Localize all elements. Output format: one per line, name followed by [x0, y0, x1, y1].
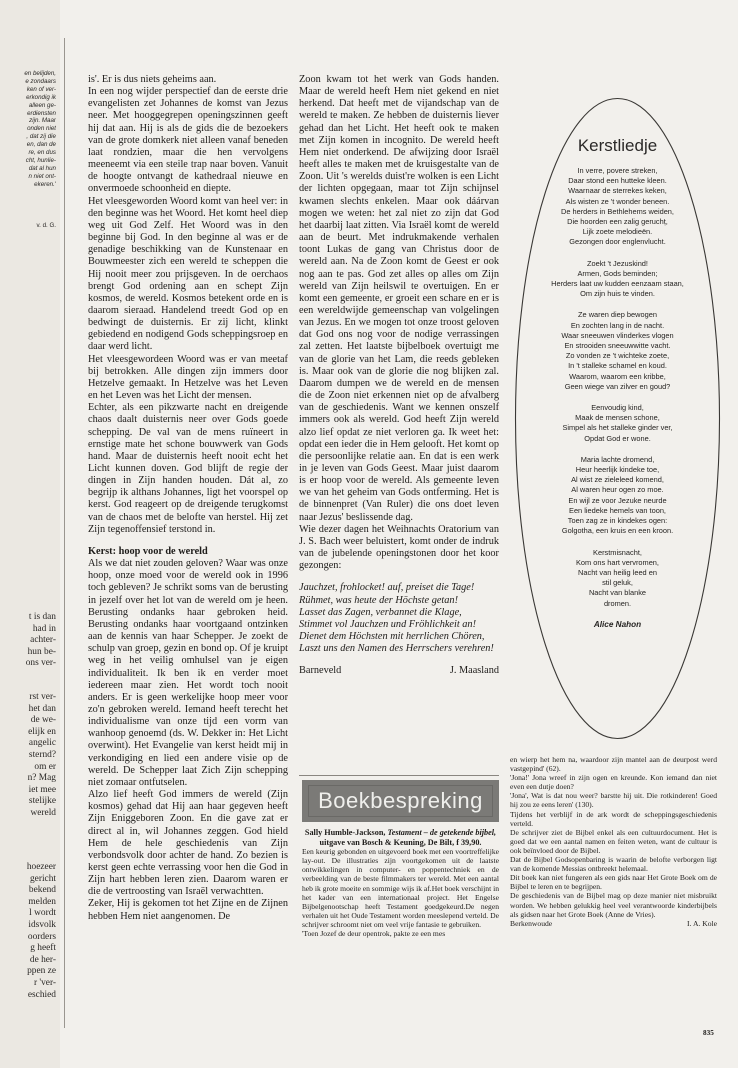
prev-column-fragment-d — [0, 692, 56, 820]
poem-line: Armen, Gods beminden; — [577, 268, 658, 278]
text-line: Jauchzet, frohlocket! auf, preiset die Tage! — [299, 582, 475, 594]
prev-column-fragment-a — [0, 70, 56, 189]
text-line: erkondig ik — [26, 93, 56, 101]
text-line: oorders — [27, 931, 56, 942]
prev-column-fragment-e — [0, 862, 56, 1001]
reviewer-name: I. A. Kole — [687, 918, 717, 928]
article-paragraphs-3 — [299, 74, 499, 572]
poem-line: stil geluk, — [602, 578, 633, 588]
text-line: n? Mag — [27, 773, 56, 784]
poem-line: De herders in Bethlehems weiden, — [561, 206, 674, 216]
poem-line: Eenvoudig kind, — [591, 403, 644, 413]
text-line: rst ver- — [29, 692, 56, 702]
paragraph: 'Jona!' Jona wreef in zijn ogen en kreunde. Kon iemand dan niet even een dutje doen? — [510, 773, 717, 792]
text-line: iet mee — [28, 784, 56, 795]
review-book-heading — [302, 828, 499, 847]
text-line: e zondaars — [25, 77, 56, 85]
poem-stanza — [513, 259, 722, 300]
poem-stanza — [513, 455, 722, 537]
poem-title: Kerstliedje — [577, 136, 658, 155]
poem-line: Gezongen door englenvlucht. — [569, 237, 666, 247]
poem-line: Ze waren diep bewogen — [578, 310, 657, 320]
poem-line: Daar stond een hutteke kleen. — [568, 176, 667, 186]
text-line: melden — [28, 896, 56, 907]
paragraph: Als we dat niet zouden geloven? Waar was onze hoop, onze moed voor de wereld ook in 1996 toch gebleven? Je schrikt soms van de berusting in jezelf over het lot van de wereld om je heen. Berusting ondanks haar gebroken heid. Berusting ondanks haar voortgaand ontzinken aan de kennis van haar Schepper. Je zoekt de schulp van groep, gezin en bond op. Of je kruipt weg in het veilig omhulsel van je eigen individualiteit. Ik ben ik en verder moet iedereen maar zien. Het wordt toch nooit anders. Er is geen werkelijke hoop meer voor zo'n gebroken wereld. Iemand heeft terecht het individualisme van onze tijd een vorm van wanhoop genoemd (ds. W. Dekker in: Het Licht overwint). Het Evangelie van kerst heidt mij in verkondiging en lied een andere visie op de wereld. De Schepper laat Zich Zijn schepping niet zomaar ontfutselen. — [88, 558, 288, 788]
review-paragraphs-left — [302, 847, 499, 938]
review-place: Berkenwoude — [510, 918, 553, 928]
text-line: de her- — [29, 954, 56, 965]
poem-line: In 't stalleke schamel en koud. — [568, 361, 667, 371]
poem-stanza — [513, 548, 722, 609]
text-line: hun be- — [27, 646, 56, 657]
paragraph: Echter, als een pikzwarte nacht en dreigende chaos daalt duisternis neer over Gods goede schepping. De val van de mens ruïneert in ernstige mate het schone bouwwerk van Gods hand. Maar de duisternis heeft nooit echt het Licht kunnen doven. God blijft de regie der dingen in Zijn handen houden. Dát al, zo begrijp ik althans Johannes, ligt het voorspel op kerst. God reageert op de dreigende terugkomst van de chaos met de belofte van herstel. Hij zet Zijn tegenoffensief terstond in. — [88, 402, 288, 535]
text-line: zijn. Maar — [29, 117, 56, 125]
text-line: , dat zij die — [26, 133, 56, 141]
poem-line: Toen zag ze in kindekes ogen: — [567, 516, 668, 526]
previous-page-edge — [0, 0, 60, 1068]
review-book-publisher: uitgave van Bosch & Keuning, De Bilt, f 39,90. — [319, 837, 482, 847]
poem-line: Al waren heur ogen zo moe. — [571, 485, 664, 495]
text-line: had in — [32, 623, 56, 634]
poem-author: Alice Nahon — [593, 619, 642, 629]
paragraph: De geschiedenis van de Bijbel mag op deze manier niet misbruikt worden. We hebben gelukkig heel veel verantwoorde kinderbijbels als gidsen naar het Grote Boek (Anne de Vries). — [510, 891, 717, 919]
poem-line: Herders laat uw kudden eenzaam staan, — [551, 279, 684, 289]
text-line: Dienet dem Höchsten mit herrlichen Chören, — [299, 631, 485, 643]
text-line: r 'ver- — [33, 977, 56, 988]
prev-column-signature — [0, 222, 56, 230]
poem-line: Kerstmisnacht, — [593, 547, 642, 557]
poem-stanza — [513, 403, 722, 444]
poem-line: Simpel als het stalleke ginder ver, — [562, 423, 673, 433]
paragraph: is'. Er is dus niets geheims aan. — [88, 74, 217, 85]
text-line: eschied — [27, 989, 56, 1000]
poem-line: Nacht van heilig leed en — [578, 567, 657, 577]
paragraph: Het vleesgeworden Woord komt van heel ver: in den beginne was het Woord. Het komt heel diep weg uit God Zelf. Het Woord was in den beginne bij God. In den beginne al was er de genadige beschikking van de Kunstenaar en Bouwmeester zich een wereld te scheppen die Hij nooit meer zou prijsgeven. In de oerchaos brengt God ordening aan en schept Zijn kosmos, de wereld. Kosmos betekent orde en is daarom sieraad. Handelend treedt God op en bedwingt de duisternis. Er zij licht, klinkt gebiedend en nodigend Gods scheppingsroep en daar werd licht. — [88, 195, 288, 353]
paragraph: Zeker, Hij is gekomen tot het Zijne en de Zijnen hebben Hem niet aangenomen. De — [88, 898, 288, 922]
text-line: alleen ge- — [28, 101, 56, 109]
text-line: elijk en — [28, 726, 56, 737]
paragraph: Alzo lief heeft God immers de wereld (Zijn kosmos) gehad dat Hij aan haar gegeven heeft Zijn Eniggeboren Zoon. En die gave zat er direct al in, wil Johannes zeggen. God hield Hem de hele geschiedenis van Zijn verbondsvolk door achter de hand. Zo bezien is kerst geen echte verrassing voor hen die God in Zijn hart hebben leren zien. Daarom waren er die de vertroosting van Israël verwachtten. — [88, 789, 288, 898]
text-line: dat al hun — [28, 164, 56, 172]
poem-line: Golgotha, een kruis en een kroon. — [561, 526, 674, 536]
poem-line: Maria lachte dromend, — [580, 454, 655, 464]
prev-column-fragment-c — [0, 612, 56, 670]
review-book-author: Sally Humble-Jackson, — [304, 828, 386, 837]
text-line: Lasset das Zagen, verbannet die Klage, — [299, 606, 462, 618]
poem-line: dromen. — [603, 598, 632, 608]
text-line: ekeren.' — [34, 180, 56, 188]
poem-line: En strooiden sneeuwwitte vacht. — [564, 341, 671, 351]
paragraph: Een keurig gebonden en uitgevoerd boek met een voortreffelijke lay-out. De illustraties zijn voortgekomen uit de laatste ontwikkelingen in computer- en poppentechniek en de verbeelding van de beste filmmakers ter wereld. Met een aantal heb ik grote moeite en sommige wijs ik af.Het boek verschijnt in het kader van een internationaal project. Het Engelse Bijbelgenootschap heeft Testament goedgekeurd.De negen verhalen uit het Oude Testament worden meeslepend verteld. De schrijver schroomt niet om veel vrije fantasie te gebruiken. — [302, 847, 499, 929]
poem-line: En zochten lang in de nacht. — [570, 320, 665, 330]
article-place: Barneveld — [299, 665, 342, 677]
text-line: cht, hunlie- — [25, 156, 56, 164]
article-signature — [299, 665, 499, 677]
text-line: g heeft — [30, 943, 56, 954]
review-banner-frame — [308, 785, 493, 817]
text-line: gericht — [29, 873, 56, 884]
poem-line: Kom ons hart vervromen, — [576, 557, 659, 567]
poem-line: Een liedeke hemels van toon, — [569, 505, 666, 515]
paragraph: Wie dezer dagen het Weihnachts Oratorium van J. S. Bach weer beluistert, komt onder de indruk van de jubelende openingstonen door het koor gezongen: — [299, 523, 499, 572]
paragraph: 'Jona', Wat is dat nou weer? barstte hij uit. Die rotkinderen! Goed hij zou ze eens leren' (130). — [510, 791, 717, 810]
text-line: en belijden, — [24, 70, 56, 77]
column-divider — [64, 38, 65, 1028]
poem-oval-frame — [513, 96, 722, 741]
poem-line: Waar sneeuwen vlinderkes vlogen — [561, 330, 674, 340]
text-line: sternd? — [28, 749, 56, 760]
review-column-right — [510, 755, 717, 928]
kerstliedje-poem — [513, 136, 722, 630]
poem-line: Als wisten ze 't wonder beneen. — [565, 196, 670, 206]
paragraph: en wierp het hem na, waardoor zijn mantel aan de deurpost werd vastgepind' (62). — [510, 755, 717, 774]
review-book-title: Testament – de getekende bijbel, — [387, 828, 497, 837]
text-line: t is dan — [28, 612, 56, 622]
article-paragraphs-1 — [88, 74, 288, 536]
text-line: erdiensten — [27, 109, 56, 117]
text-line: om er — [34, 761, 56, 772]
text-line: Rühmet, was heute der Höchste getan! — [299, 594, 458, 606]
paragraph: Dit boek kan niet fungeren als een gids naar Het Grote Boek om de Bijbel te leren en te begrijpen. — [510, 873, 717, 892]
paragraph: In een nog wijder perspectief dan de eerste drie evangelisten zet Johannes de komst van Jezus neer. Met hooggegrepen openingszinnen geeft hij dat aan. Hij is als de gids die de bezoekers van de grote domkerk niet alleen vanaf beneden laat rondzien, maar die hen vervolgens meeneemt via een steile trap naar boven. Vanuit de hoogte ontvangt de kathedraal nieuwe en onvermoede schoonheid en diepte. — [88, 86, 288, 195]
poem-line: Lijk zoete melodieën. — [582, 227, 653, 237]
oratorium-quote — [299, 582, 499, 655]
text-line: stelijke — [28, 796, 56, 807]
text-line: onden niet — [27, 125, 56, 133]
text-line: ppen ze — [27, 966, 56, 977]
paragraph: Zoon kwam tot het werk van Gods handen. Maar de wereld heeft Hem niet gekend en niet herkend. Dat heeft met de vijandschap van de wereld te maken. Ze hebben de duisternis liever gehad dan het Licht. Het heeft ook te maken met Zijn komen in incognito. De wereld heeft Hem niet onderkend. De afwijzing door Israël heeft alles te maken met de kruisgestalte van de Zoon. Uit 's werelds duist're wolken is een Licht der lichten opgegaan, maar tot Zijn schijnsel kwamen slechts enkelen. Maar ook dáárvan mogen we weten: het zal niet zo zijn dat God het daarbij laat zitten. Via Israël komt de wereld aan de beurt. Met indrukmakende verhalen toont Lukas de gang van Christus door de wereld aan. Na de Zoon komt de Geest er ook nog aan te pas. God zet alles op alles om Zijn wereld van Zijn heilswil te overtuigen. En er komt een gemeente, er groeit een schare en er is een wereldwijde gemeenschap van volgelingen van Jezus. En we mogen tot onze troost geloven dat God ons nog voor de nodige verrassingen zal zetten. Het laatste bijbelboek overtuigt me van de glorie van het Lam, die reeds gebleken is. Maar ook van de glorie die nog blijken zal. Daarom dumpen we de wereld en de mensen die de Zoon niet erkennen niet op de afvalberg van de geschiedenis. Want we kennen onszelf immers ook als wereld. God heeft Zijn wereld alzo lief opdat ze niet verloren ga. Ik weet het: opdat een ieder die in Hem gelooft. Het komt op die persoonlijke relatie aan. En dat is een werk in je leven van Gods Geest. Maar juist daarom is er hoop voor de wereld. Als gemeente leven we van het geheim van Gods ontferming. Het is de binnenpret (Van Ruler) die ons doet leven naar Jezus' beslissende dag. — [299, 74, 499, 523]
text-line: hoezeer — [26, 862, 56, 872]
review-signature — [510, 919, 717, 928]
poem-line: In verre, povere streken, — [577, 166, 658, 175]
poem-line: Al wist ze zieleleed komend, — [571, 475, 664, 485]
paragraph: Dat de Bijbel Godsopenbaring is waarin de belofte verborgen ligt van de komende Messias ontbreekt helemaal. — [510, 855, 717, 874]
page-number: 835 — [703, 1029, 714, 1037]
section-divider — [299, 775, 499, 776]
text-line: v. d. G. — [36, 222, 56, 229]
poem-line: Om zijn huis te vinden. — [580, 289, 655, 299]
text-line: ons ver- — [25, 658, 56, 669]
paragraph: Het vleesgewordeen Woord was er van meetaf bij betrokken. Alle dingen zijn immers door Hetzelve gemaakt. In Hetzelve was het Leven en het Leven was het Licht der mensen. — [88, 353, 288, 402]
review-column-left — [302, 828, 499, 938]
poem-line: Zo vonden ze 't wichteke zoete, — [565, 351, 670, 361]
poem-line: Heur heerlijk kindeke toe, — [575, 465, 660, 475]
text-line: idsvolk — [28, 919, 56, 930]
paragraph: 'Toen Jozef de deur opentrok, pakte ze een mes — [302, 929, 446, 939]
article-column-1 — [88, 74, 288, 923]
paragraph: De schrijver ziet de Bijbel enkel als een cultuurdocument. Het is goed dat we een aantal namen en feiten weten, want de cultuur is ook beïnvloed door de Bijbel. — [510, 827, 717, 855]
review-banner — [302, 780, 499, 822]
text-line: de we- — [30, 715, 56, 726]
text-line: re, en dus — [28, 149, 56, 157]
text-line: het dan — [28, 703, 56, 714]
text-line: bekend — [28, 885, 56, 896]
poem-line: Waarnaar de sterrekes keken, — [568, 186, 667, 196]
text-line: ken of ver- — [26, 85, 56, 93]
poem-stanza — [513, 166, 722, 248]
text-line: angelic — [28, 738, 56, 749]
poem-line: Waarom, waarom een kribbe, — [569, 371, 666, 381]
text-line: en, dan de — [26, 141, 56, 149]
poem-line: Die hoorden een zalig geruchț, — [567, 217, 668, 227]
text-line: Stimmet vol Jauchzen und Fröhlichkeit an! — [299, 618, 477, 630]
article-author: J. Maasland — [449, 665, 499, 677]
article-column-2 — [299, 74, 499, 678]
poem-line: Zoekt 't Jezuskind! — [587, 258, 648, 268]
poem-stanza — [513, 310, 722, 392]
article-subheading: Kerst: hoop voor de wereld — [88, 545, 208, 557]
poem-line: En wijl ze voor Jezuke neurde — [568, 495, 667, 505]
poem-line: Geen wiege van zilver en goud? — [564, 381, 671, 391]
review-paragraphs-right — [510, 755, 717, 919]
text-line: n niet ont- — [28, 172, 56, 180]
poem-line: Nacht van blanke — [588, 588, 647, 598]
text-line: wereld — [30, 807, 56, 818]
poem-line: Opdat God er wone. — [584, 433, 651, 443]
article-paragraphs-2 — [88, 558, 288, 923]
text-line: Laszt uns den Namen des Herrschers verehren! — [299, 643, 494, 655]
poem-stanzas — [513, 166, 722, 609]
poem-line: Maak de mensen schone, — [575, 413, 660, 423]
paragraph: Tijdens het verblijf in de ark wordt de scheppingsgeschiedenis verteld. — [510, 809, 717, 828]
text-line: l wordt — [29, 908, 56, 919]
text-line: achter- — [30, 635, 56, 646]
review-banner-title: Boekbespreking — [318, 788, 483, 813]
